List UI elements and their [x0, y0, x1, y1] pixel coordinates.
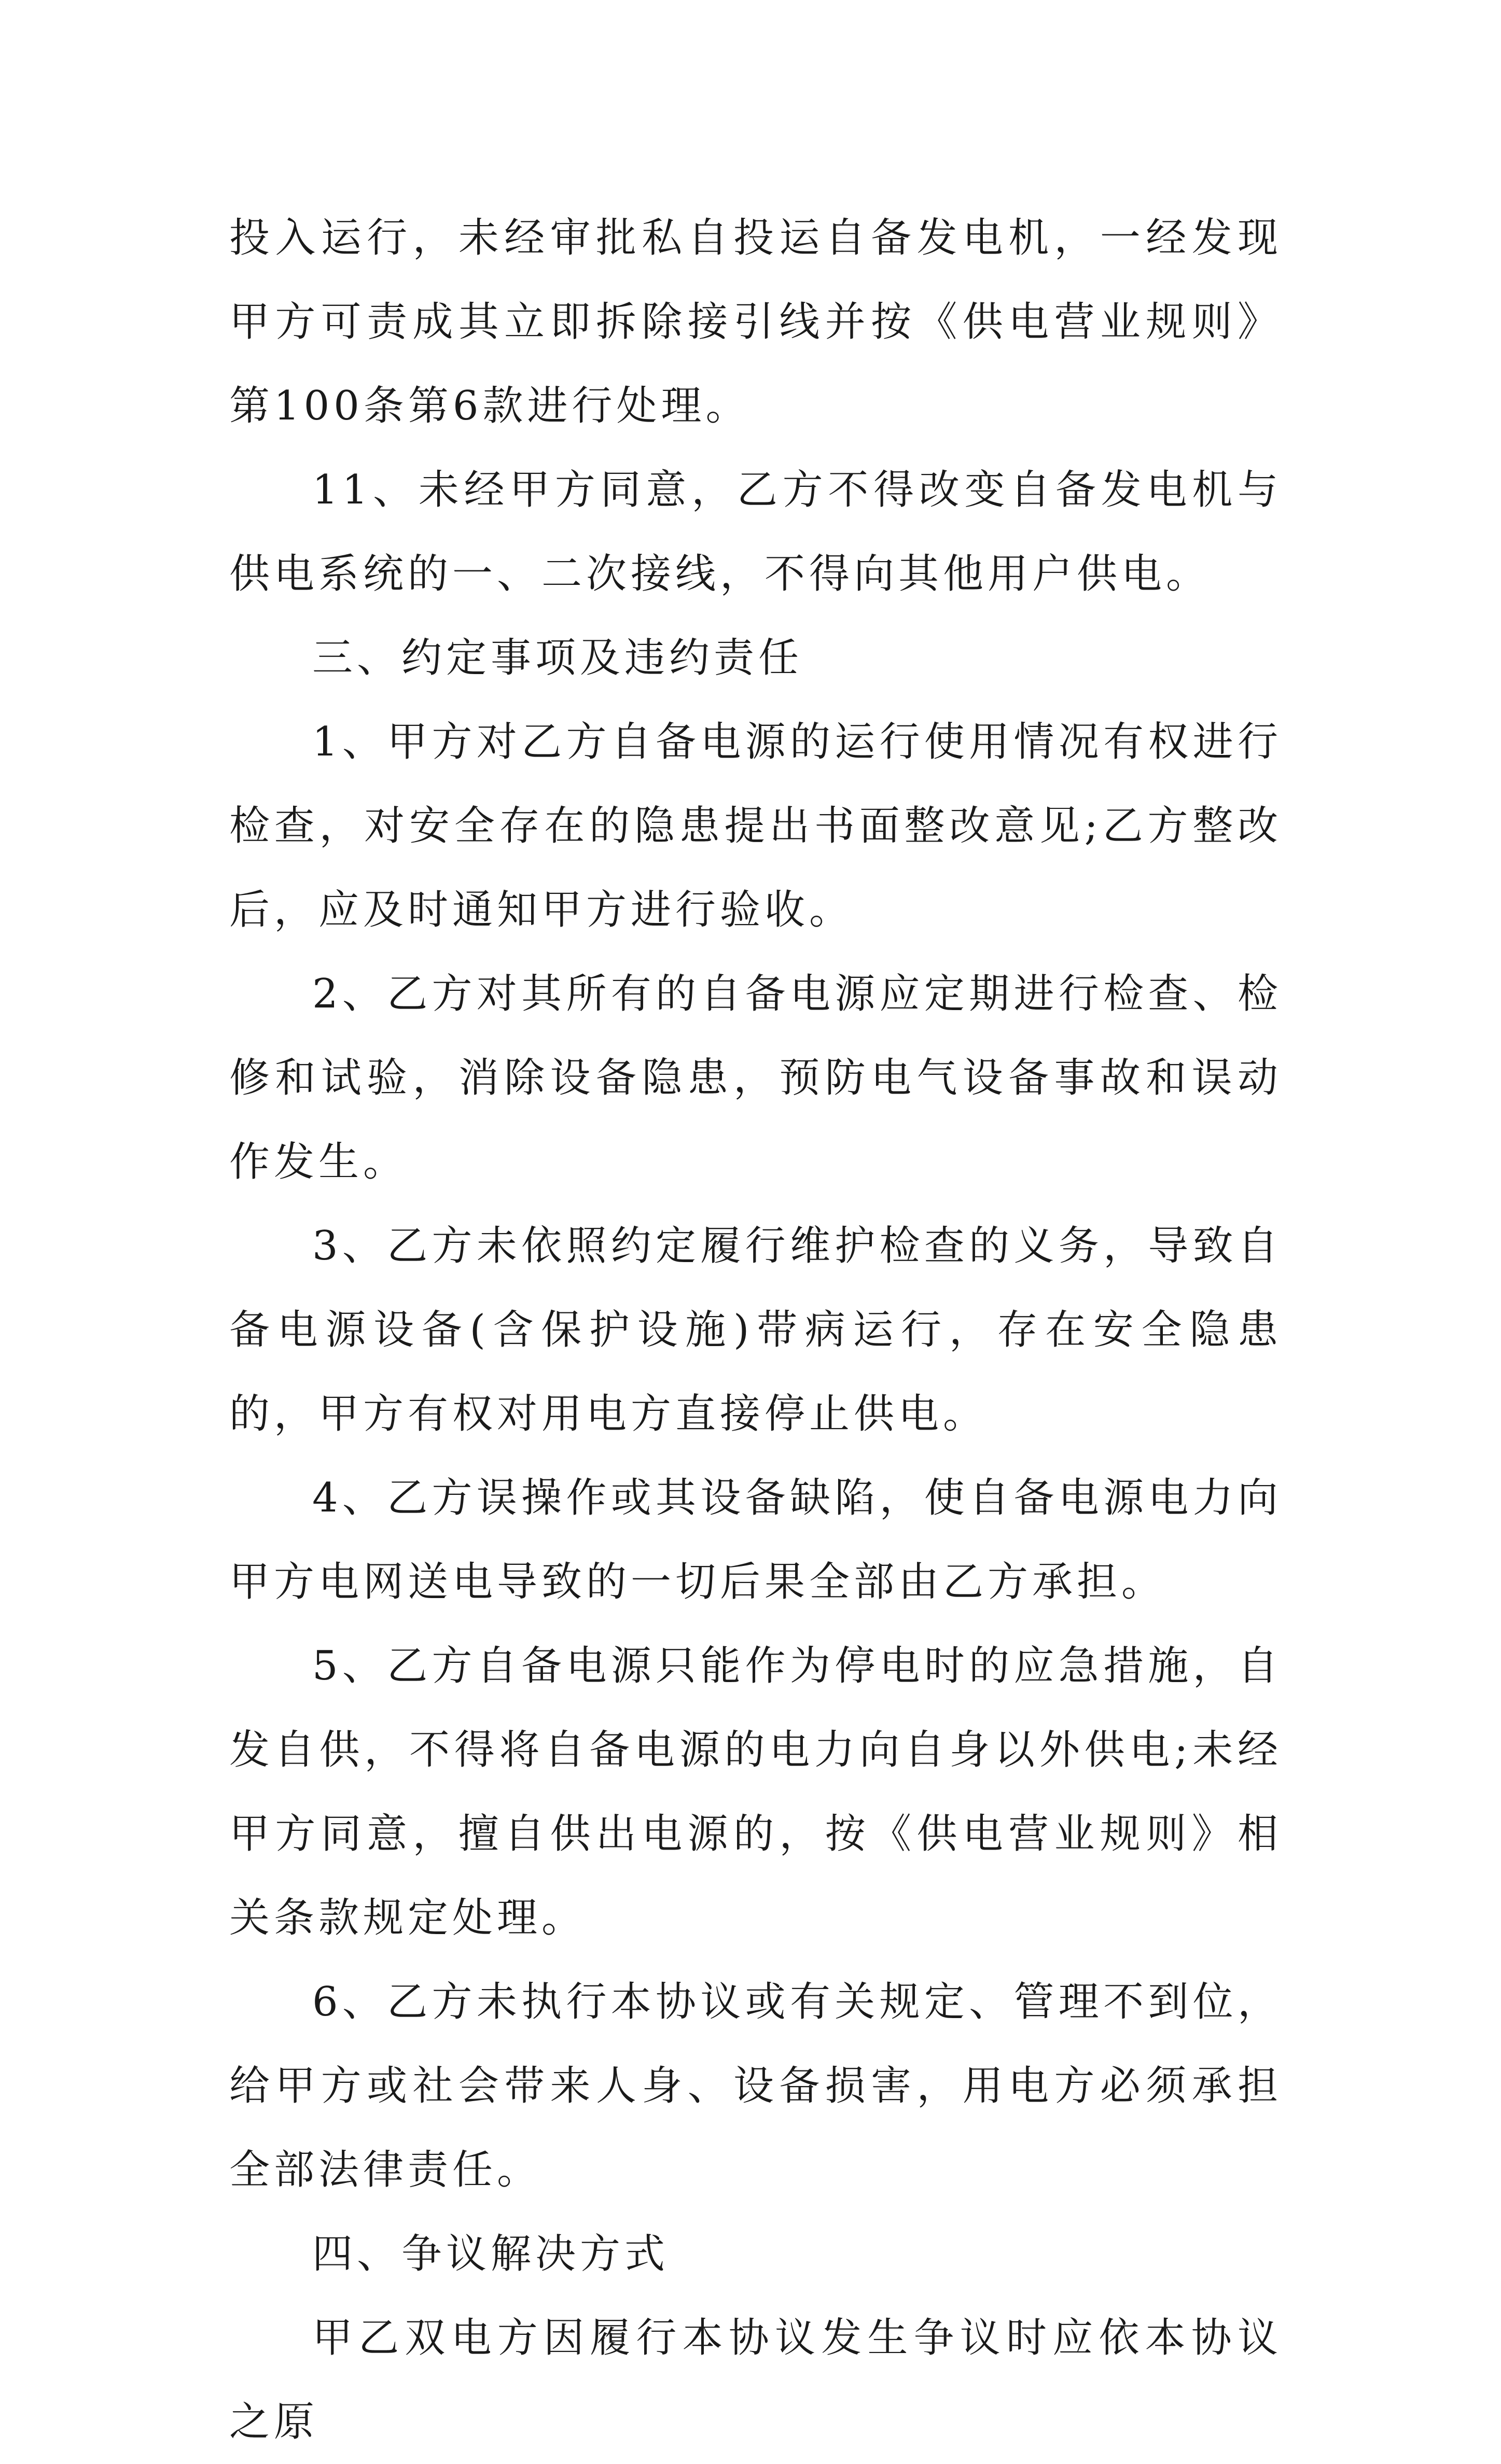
paragraph-item-1: 1、甲方对乙方自备电源的运行使用情况有权进行检查，对安全存在的隐患提出书面整改意见;乙方整改后，应及时通知甲方进行验收。	[229, 719, 1282, 933]
section-heading-3: 三、约定事项及违约责任	[312, 635, 803, 681]
paragraph-clause-11: 11、未经甲方同意，乙方不得改变自备发电机与供电系统的一、二次接线，不得向其他用户供电。	[229, 467, 1282, 597]
section-heading-4: 四、争议解决方式	[312, 2231, 670, 2277]
paragraph-item-5: 5、乙方自备电源只能作为停电时的应急措施，自发自供，不得将自备电源的电力向自身以外供电;未经甲方同意，擅自供出电源的，按《供电营业规则》相关条款规定处理。	[229, 1643, 1282, 1941]
paragraph-item-3: 3、乙方未依照约定履行维护检查的义务，导致自备电源设备(含保护设施)带病运行，存在安全隐患的，甲方有权对用电方直接停止供电。	[229, 1223, 1282, 1437]
paragraph-item-2: 2、乙方对其所有的自备电源应定期进行检查、检修和试验，消除设备隐患，预防电气设备事故和误动作发生。	[229, 971, 1282, 1185]
paragraph-item-4: 4、乙方误操作或其设备缺陷，使自备电源电力向甲方电网送电导致的一切后果全部由乙方承担。	[229, 1475, 1282, 1605]
paragraph-continuation: 投入运行，未经审批私自投运自备发电机，一经发现甲方可责成其立即拆除接引线并按《供电营业规则》第100条第6款进行处理。	[229, 215, 1282, 429]
paragraph-dispute: 甲乙双电方因履行本协议发生争议时应依本协议之原	[229, 2315, 1282, 2445]
document-body	[229, 196, 1282, 2464]
paragraph-item-6: 6、乙方未执行本协议或有关规定、管理不到位，给甲方或社会带来人身、设备损害，用电方必须承担全部法律责任。	[229, 1979, 1282, 2193]
